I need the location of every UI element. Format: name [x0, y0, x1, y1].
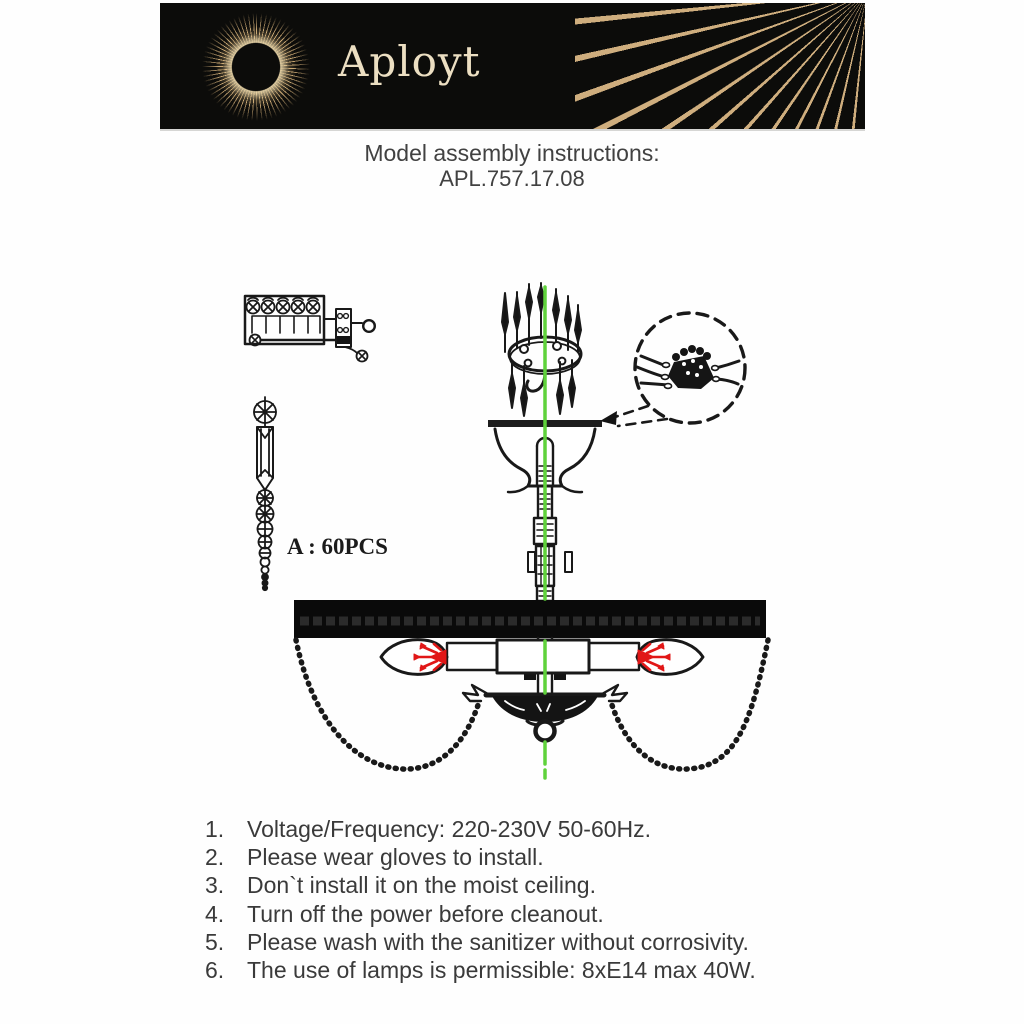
- instruction-text: The use of lamps is permissible: 8xE14 max 40W.: [247, 957, 756, 984]
- instruction-item: [205, 871, 1024, 899]
- instruction-text: Voltage/Frequency: 220-230V 50-60Hz.: [247, 816, 652, 842]
- instruction-text: Please wear gloves to install.: [247, 844, 544, 871]
- instruction-number: 2.: [205, 844, 225, 871]
- instruction-list: [0, 815, 1024, 984]
- instruction-item: [205, 928, 1024, 956]
- lamp-shade-rim: [294, 600, 766, 638]
- instruction-item: [205, 843, 1024, 871]
- instruction-text: Turn off the power before cleanout.: [247, 900, 604, 927]
- instruction-number: 4.: [205, 900, 225, 927]
- brand-name: Aployt: [338, 37, 481, 86]
- strand-count-label: A : 60PCS: [287, 534, 388, 559]
- detail-magnifier: [600, 313, 745, 426]
- instruction-text: Don`t install it on the moist ceiling.: [247, 872, 596, 899]
- instruction-number: 1.: [205, 816, 225, 842]
- ring-terminal-icon: [363, 320, 375, 332]
- instruction-number: 6.: [205, 957, 225, 984]
- page-title: Model assembly instructions:: [364, 140, 660, 166]
- instruction-text: Please wash with the sanitizer without corrosivity.: [247, 928, 749, 955]
- bulb-assembly: [381, 638, 703, 696]
- pointer-arrowhead-icon: [600, 411, 617, 425]
- hanging-hook-icon: [527, 372, 545, 391]
- instruction-number: 3.: [205, 872, 225, 899]
- finial-ring-icon: [536, 722, 555, 741]
- crystal-strand: [254, 397, 276, 590]
- instruction-item: [205, 900, 1024, 928]
- model-number: APL.757.17.08: [439, 166, 585, 191]
- wiring-diagram: [245, 296, 375, 362]
- center-rod: [528, 486, 572, 601]
- instruction-number: 5.: [205, 928, 225, 955]
- wire-connector-icon: [637, 345, 739, 389]
- mounting-ring-assembly: [502, 283, 581, 416]
- instruction-item: [205, 956, 1024, 984]
- instruction-item: [205, 815, 1024, 843]
